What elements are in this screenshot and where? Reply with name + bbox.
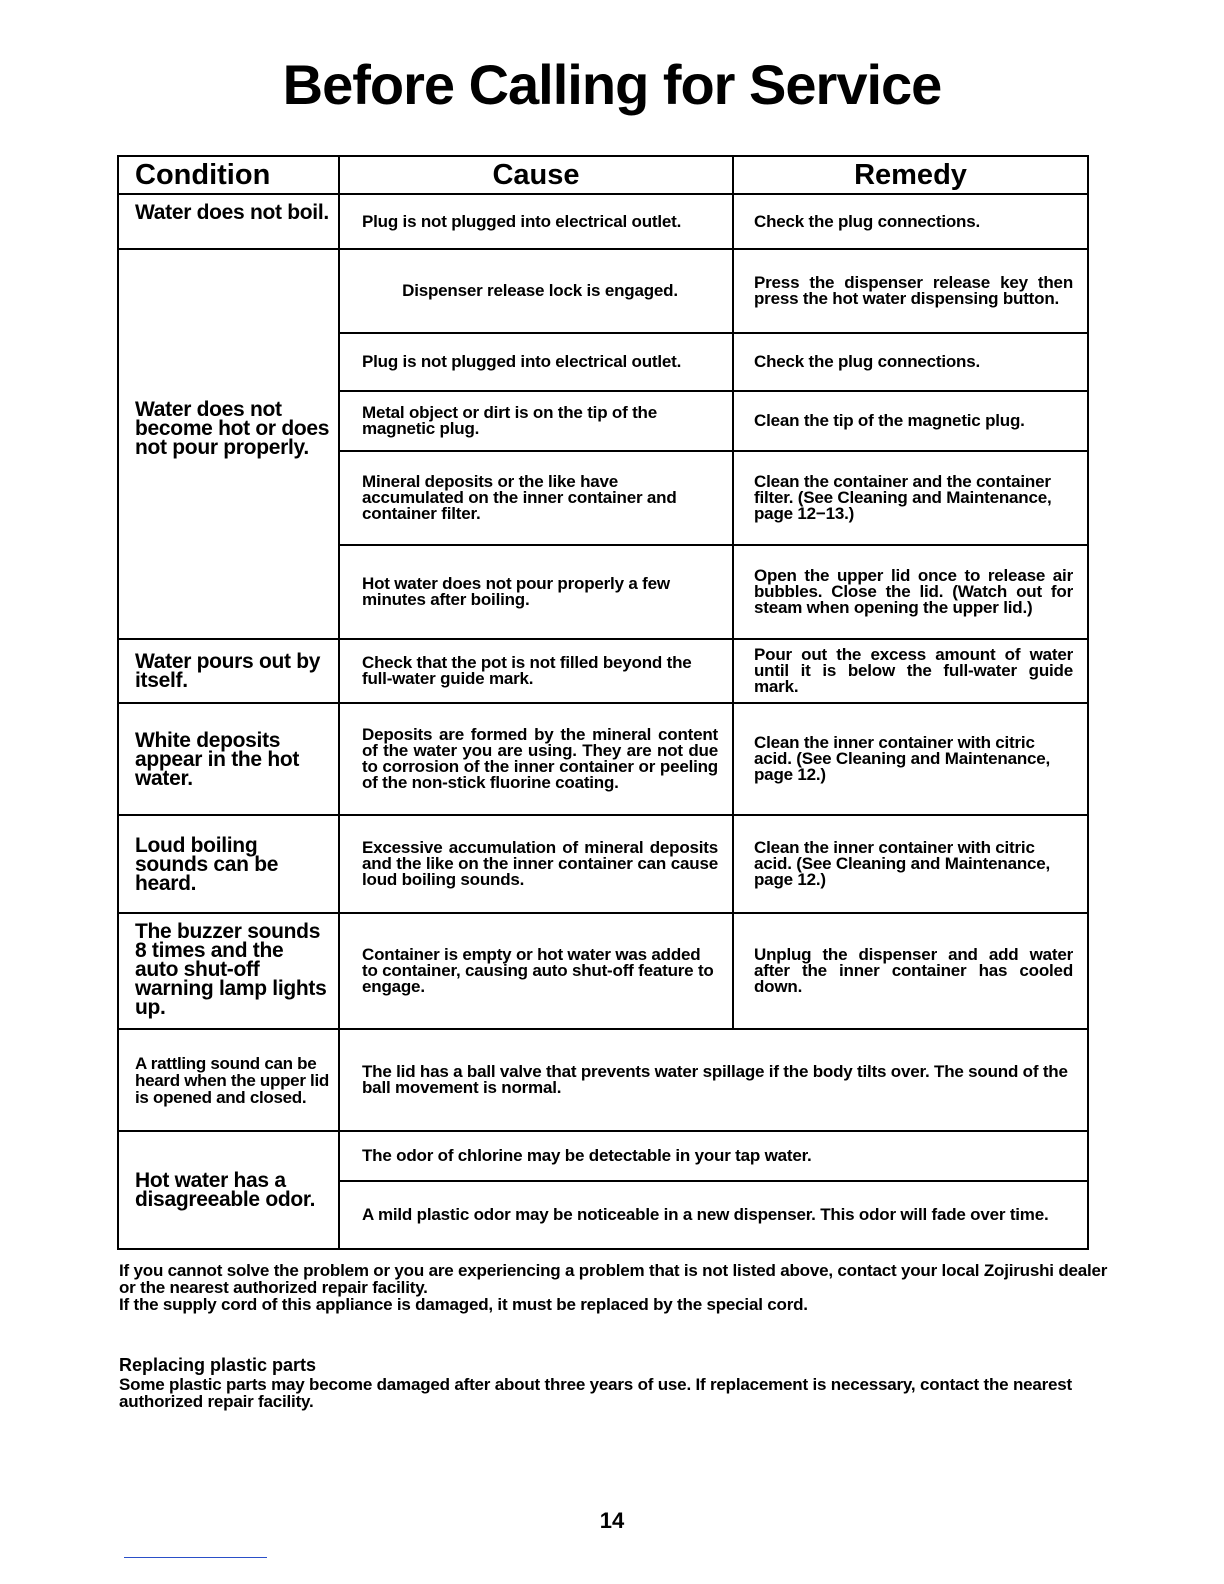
condition-cell: The buzzer sounds 8 times and the auto shut-off warning lamp lights up.	[118, 913, 339, 1029]
cause-cell: Container is empty or hot water was added to container, causing auto shut-off feature to engage.	[339, 913, 733, 1029]
condition-cell: Water does not become hot or does not pour properly.	[118, 249, 339, 639]
condition-cell: Water pours out by itself.	[118, 639, 339, 703]
remedy-cell: Clean the container and the container filter. (See Cleaning and Maintenance, page 12−13.)	[733, 451, 1088, 545]
footer-divider	[124, 1557, 267, 1558]
table-row	[118, 703, 1088, 815]
header-remedy: Remedy	[733, 156, 1088, 194]
table-row	[118, 913, 1088, 1029]
note-cell: A mild plastic odor may be noticeable in a new dispenser. This odor will fade over time.	[339, 1181, 1088, 1249]
replacing-parts-heading: Replacing plastic parts	[119, 1355, 317, 1375]
cause-cell: Check that the pot is not filled beyond the full-water guide mark.	[339, 639, 733, 703]
note-cell: The odor of chlorine may be detectable in your tap water.	[339, 1131, 1088, 1181]
condition-cell: Hot water has a disagreeable odor.	[118, 1131, 339, 1249]
remedy-cell: Clean the inner container with citric acid. (See Cleaning and Maintenance, page 12.)	[733, 703, 1088, 815]
header-cause: Cause	[339, 156, 733, 194]
condition-cell: White deposits appear in the hot water.	[118, 703, 339, 815]
note-cell: The lid has a ball valve that prevents water spillage if the body tilts over. The sound of the ball movement is normal.	[339, 1029, 1088, 1131]
remedy-cell: Check the plug connections.	[733, 333, 1088, 391]
table-row	[118, 194, 1088, 249]
remedy-cell: Open the upper lid once to release air bubbles. Close the lid. (Watch out for steam when opening the upper lid.)	[733, 545, 1088, 639]
cause-cell: Excessive accumulation of mineral deposits and the like on the inner container can cause loud boiling sounds.	[339, 815, 733, 913]
page-number: 14	[599, 1508, 625, 1533]
remedy-cell: Pour out the excess amount of water until it is below the full-water guide mark.	[733, 639, 1088, 703]
remedy-cell: Clean the inner container with citric acid. (See Cleaning and Maintenance, page 12.)	[733, 815, 1088, 913]
contact-dealer-note: If you cannot solve the problem or you are experiencing a problem that is not listed above, contact your local Zojirushi dealer or the nearest authorized repair facility.	[119, 1261, 1108, 1297]
cause-cell: Metal object or dirt is on the tip of the magnetic plug.	[339, 391, 733, 451]
table-row	[118, 639, 1088, 703]
condition-cell: A rattling sound can be heard when the upper lid is opened and closed.	[118, 1029, 339, 1131]
troubleshooting-table	[117, 155, 1089, 1250]
cause-cell: Deposits are formed by the mineral content of the water you are using. They are not due to corrosion of the inner container or peeling of the non-stick fluorine coating.	[339, 703, 733, 815]
service-notes	[119, 1262, 1119, 1313]
replacing-parts-text: Some plastic parts may become damaged after about three years of use. If replacement is necessary, contact the nearest authorized repair facility.	[119, 1375, 1073, 1411]
table-header-row	[118, 156, 1088, 194]
cause-cell: Mineral deposits or the like have accumulated on the inner container and container filter.	[339, 451, 733, 545]
remedy-cell: Check the plug connections.	[733, 194, 1088, 249]
header-condition: Condition	[118, 156, 339, 194]
remedy-cell: Clean the tip of the magnetic plug.	[733, 391, 1088, 451]
table-row	[118, 815, 1088, 913]
condition-cell: Loud boiling sounds can be heard.	[118, 815, 339, 913]
remedy-cell: Press the dispenser release key then press the hot water dispensing button.	[733, 249, 1088, 333]
supply-cord-note: If the supply cord of this appliance is damaged, it must be replaced by the special cord.	[119, 1295, 808, 1314]
cause-cell: Plug is not plugged into electrical outlet.	[339, 194, 733, 249]
condition-cell: Water does not boil.	[118, 194, 339, 249]
table-row	[118, 1131, 1088, 1181]
cause-cell: Plug is not plugged into electrical outlet.	[339, 333, 733, 391]
page-title: Before Calling for Service	[282, 53, 942, 116]
cause-cell: Dispenser release lock is engaged.	[339, 249, 733, 333]
table-row	[118, 249, 1088, 333]
remedy-cell: Unplug the dispenser and add water after the inner container has cooled down.	[733, 913, 1088, 1029]
table-row	[118, 1029, 1088, 1131]
cause-cell: Hot water does not pour properly a few minutes after boiling.	[339, 545, 733, 639]
